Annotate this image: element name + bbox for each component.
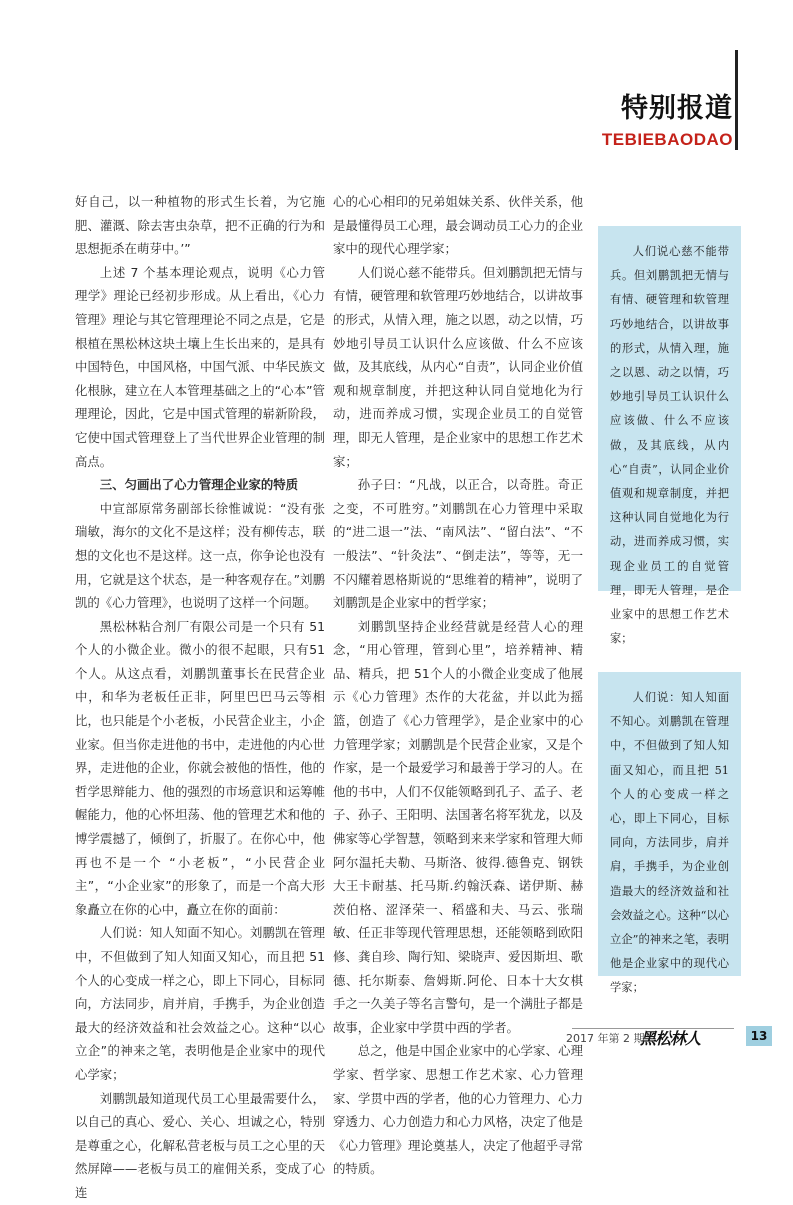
page-number: 13 xyxy=(746,1026,772,1046)
paragraph: 刘鹏凯最知道现代员工心里最需要什么，以自己的真心、爱心、关心、坦诚之心，特别是尊重之心，化解私营老板与员工之心里的天然屏障——老板与员工的雇佣关系，变成了心连 xyxy=(75,1090,325,1200)
pull-quote-2 xyxy=(598,672,741,995)
paragraph: 刘鹏凯坚持企业经营就是经营人心的理念，“用心管理，管到心里”，培养精神、精品、精兵，把 51个人的小微企业变成了他展示《心力管理》杰作的大花盆，并以此为摇篮，创造了《心力管理学》，是企业家中的心力管理学家；刘鹏凯是个民营企业家，又是个作家，是一个最爱学习和最善于学习的人。在他的书中，人们不仅能领略到孔子、孟子、老子、孙子、王阳明、法国著名将军犹龙，以及佛家等心学智慧，领略到来来学家和管理大师阿尔温托夫勒、马斯洛、彼得.德鲁克、钢铁大王卡耐基、托马斯.约翰沃森、诺伊斯、赫茨伯格、涩泽荣一、稻盛和夫、马云、张瑞敏、任正非等现代管理思想，还能领略到欧阳修、龚自珍、陶行知、梁晓声、爱因斯坦、歌德、托尔斯泰、詹姆斯.阿伦、日本十大女棋手之一久美子等名言警句，是一个满肚子都是故事，企业家中学贯中西的学者。 xyxy=(333,618,583,1035)
header-vertical-rule xyxy=(735,50,738,150)
pull-quote-1 xyxy=(598,226,741,646)
section-subtitle: TEBIEBAODAO xyxy=(601,130,733,149)
paragraph: 中宣部原常务副部长徐惟诚说：“没有张瑞敏，海尔的文化不是这样；没有柳传志，联想的文化也不是这样。这一点，你争论也没有用，它就是这个状态，是一种客观存在。”刘鹏凯的《心力管理》，也说明了这样一个问题。 xyxy=(75,500,325,611)
paragraph: 黑松林粘合剂厂有限公司是一个只有 51 个人的小微企业。微小的很不起眼，只有51个人。从这点看，刘鹏凯董事长在民营企业中，和华为老板任正非，阿里巴巴马云等相比，也只能是个小老板，小民营企业主，小企业家。但当你走进他的书中，走进他的内心世界，走进他的企业，你就会被他的悟性，他的哲学思辩能力、他的强烈的市场意识和运筹帷幄能力，他的心怀坦荡、他的管理艺术和他的博学震撼了，倾倒了，折服了。在你心中，他再也不是一个 “小老板”，“小民营企业主”，“小企业家”的形象了，而是一个高大形象矗立在你的心中，矗立在你的面前： xyxy=(75,618,325,917)
paragraph: 上述 7 个基本理论观点，说明《心力管理学》理论已经初步形成。从上看出，《心力管理》理论与其它管理理论不同之点是，它是根植在黑松林这块土壤上生长出来的，是具有中国特色，中国风格，中国气派、中华民族文化根脉，建立在人本管理基础之上的“心本”管理理论，因此，它是中国式管理的崭新阶段，它使中国式管理登上了当代世界企业管理的制高点。 xyxy=(75,264,325,469)
pull-quote-text: 人们说心慈不能带兵。但刘鹏凯把无情与有情、硬管理和软管理巧妙地结合，以讲故事的形式，从情入理，施之以恩、动之以情，巧妙地引导员工认识什么应该做、什么不应该做，及其底线，从内心“自责”，认同企业价值观和规章制度，并把这种认同自觉地化为行动，进而养成习惯，实现企业员工的自觉管理，即无人管理，是企业家中的思想工作艺术家； xyxy=(610,245,729,646)
paragraph: 人们说：知人知面不知心。刘鹏凯在管理中，不但做到了知人知面又知心，而且把 51个人的心变成一样之心，即上下同心，目标同向，方法同步，肩并肩，手携手，为企业创造最大的经济效益和社会效益之心。这种“以心立企”的神来之笔，表明他是企业家中的现代心学家； xyxy=(75,925,325,1082)
paragraph: 总之，他是中国企业家中的心学家、心理学家、哲学家、思想工作艺术家、心力管理家、学贯中西的学者，他的心力管理力、心力穿透力、心力创造力和心力风格，决定了他是《心力管理》理论奠基人，决定了他超乎寻常的特质。 xyxy=(333,1043,583,1177)
subheading: 三、匀画出了心力管理企业家的特质 xyxy=(99,477,299,493)
article-column-1 xyxy=(75,190,325,1205)
paragraph: 人们说心慈不能带兵。但刘鹏凯把无情与有情，硬管理和软管理巧妙地结合，以讲故事的形式，从情入理，施之以恩，动之以情，巧妙地引导员工认识什么应该做、什么不应该做，及其底线，从内心“自责”，认同企业价值观和规章制度，并把这种认同自觉地化为行动，进而养成习惯，实现企业员工的自觉管理，即无人管理，是企业家中的思想工作艺术家； xyxy=(333,264,583,469)
paragraph: 好自己，以一种植物的形式生长着，为它施肥、灌溉、除去害虫杂草，把不正确的行为和思想扼杀在萌芽中。’” xyxy=(75,194,325,257)
paragraph: 孙子曰：“凡战，以正合，以奇胜。奇正之变，不可胜穷。”刘鹏凯在心力管理中采取的“进二退一”法、“南风法”、“留白法”、“不一般法”、“针灸法”、“倒走法”，等等，无一不闪耀着恩格斯说的“思维着的精神”，说明了刘鹏凯是企业家中的哲学家； xyxy=(333,477,583,611)
issue-label: 2017 年第 2 期 xyxy=(566,1032,645,1045)
article-column-2 xyxy=(333,190,583,1181)
magazine-logo: 黑松林人 xyxy=(640,1029,701,1048)
paragraph: 心的心心相印的兄弟姐妹关系、伙伴关系，他是最懂得员工心理，最会调动员工心力的企业家中的现代心理学家； xyxy=(333,194,583,257)
section-title: 特别报道 xyxy=(621,93,733,124)
pull-quote-text: 人们说：知人知面不知心。刘鹏凯在管理中，不但做到了知人知面又知心，而且把 51 个人的心变成一样之心，即上下同心，目标同向，方法同步，肩并肩，手携手，为企业创造最大的经济效益和社会效益之心。这种“以心立企”的神来之笔，表明他是企业家中的现代心学家； xyxy=(610,691,729,995)
